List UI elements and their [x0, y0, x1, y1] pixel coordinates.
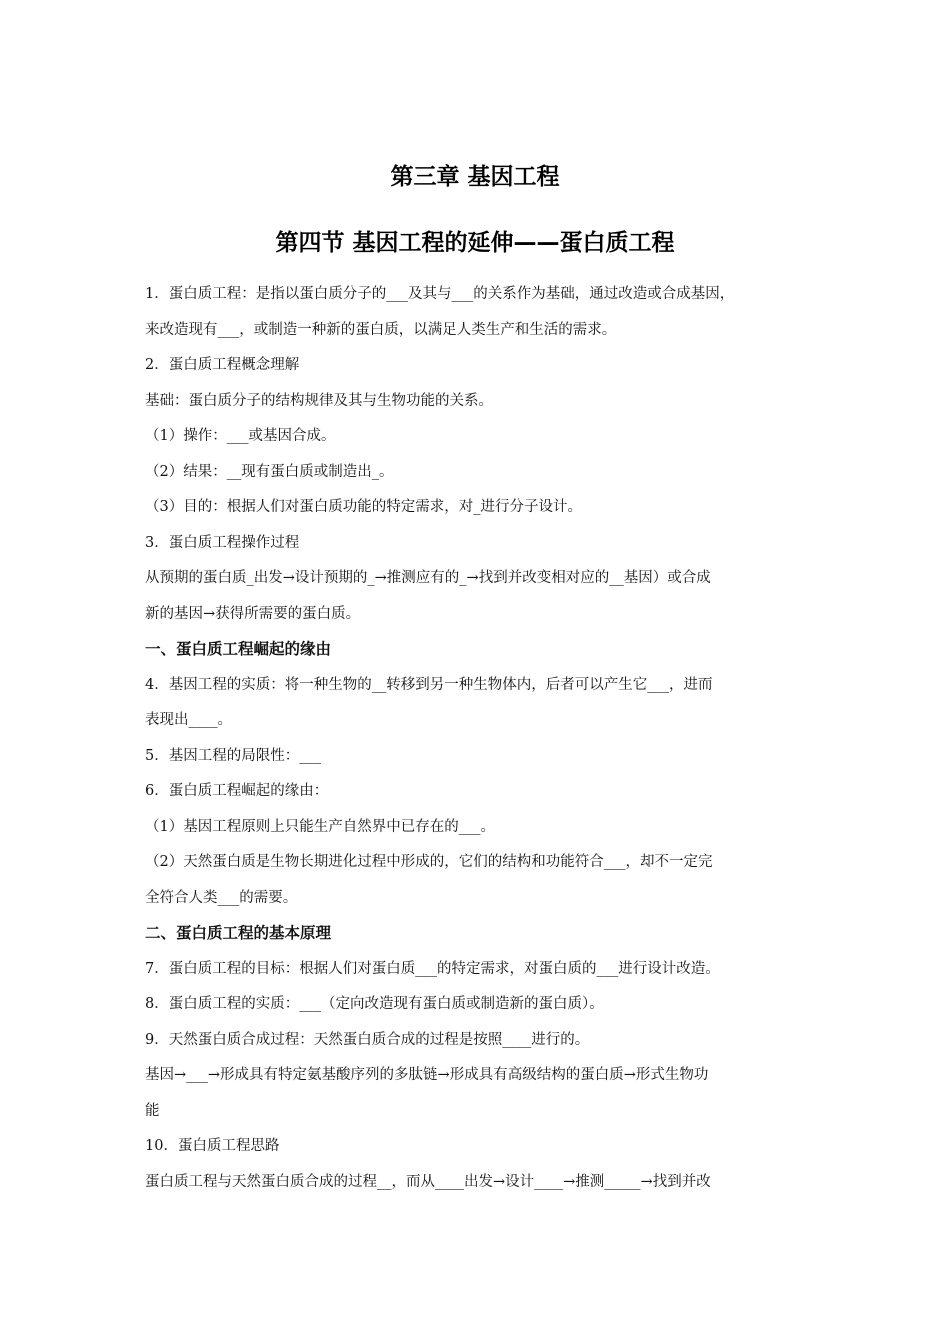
text-line: 9．天然蛋白质合成过程：天然蛋白质合成的过程是按照____进行的。: [145, 1031, 590, 1048]
text-line: 4．基因工程的实质：将一种生物的__转移到另一种生物体内，后者可以产生它___，进而: [145, 676, 713, 693]
text-line: 新的基因→获得所需要的蛋白质。: [145, 605, 361, 622]
section-heading: 二、蛋白质工程的基本原理: [145, 924, 332, 942]
text-line: 5．基因工程的局限性：___: [145, 747, 321, 764]
text-line: 3．蛋白质工程操作过程: [145, 534, 300, 551]
text-line: （1）操作：___或基因合成。: [145, 428, 336, 444]
text-line: 10．蛋白质工程思路: [145, 1138, 280, 1154]
text-line: 来改造现有___，或制造一种新的蛋白质，以满足人类生产和生活的需求。: [145, 321, 617, 338]
text-line: 8．蛋白质工程的实质：___（定向改造现有蛋白质或制造新的蛋白质）。: [145, 996, 604, 1012]
text-line: 蛋白质工程与天然蛋白质合成的过程__，而从____出发→设计____→推测_____→找到并改: [145, 1173, 711, 1190]
text-line: 基因→___→形成具有特定氨基酸序列的多肽链→形成具有高级结构的蛋白质→形式生物功: [145, 1067, 709, 1083]
section-heading: 一、蛋白质工程崛起的缘由: [145, 640, 332, 658]
text-line: 2．蛋白质工程概念理解: [145, 357, 300, 373]
text-line: （1）基因工程原则上只能生产自然界中已存在的___。: [145, 818, 495, 835]
text-line: 7．蛋白质工程的目标：根据人们对蛋白质___的特定需求，对蛋白质的___进行设计改造。: [145, 960, 720, 977]
text-line: 6．蛋白质工程崛起的缘由：: [145, 783, 329, 799]
text-line: 全符合人类___的需要。: [145, 889, 298, 906]
chapter-title: 第三章 基因工程: [390, 164, 560, 190]
section-title: 第四节 基因工程的延伸——蛋白质工程: [275, 230, 675, 256]
text-line: 1．蛋白质工程：是指以蛋白质分子的___及其与___的关系作为基础，通过改造或合成基因，: [145, 286, 735, 302]
text-line: 能: [145, 1102, 160, 1119]
text-line: 基础：蛋白质分子的结构规律及其与生物功能的关系。: [145, 392, 493, 409]
document-body: [145, 277, 815, 1200]
text-line: （2）天然蛋白质是生物长期进化过程中形成的，它们的结构和功能符合___，却不一定完: [145, 854, 713, 870]
text-line: （3）目的：根据人们对蛋白质功能的特定需求，对_进行分子设计。: [145, 499, 582, 515]
text-line: 从预期的蛋白质_出发→设计预期的_→推测应有的_→找到并改变相对应的__基因）或合成: [145, 570, 711, 586]
text-line: 表现出____。: [145, 712, 232, 728]
text-line: （2）结果：__现有蛋白质或制造出_。: [145, 463, 394, 480]
